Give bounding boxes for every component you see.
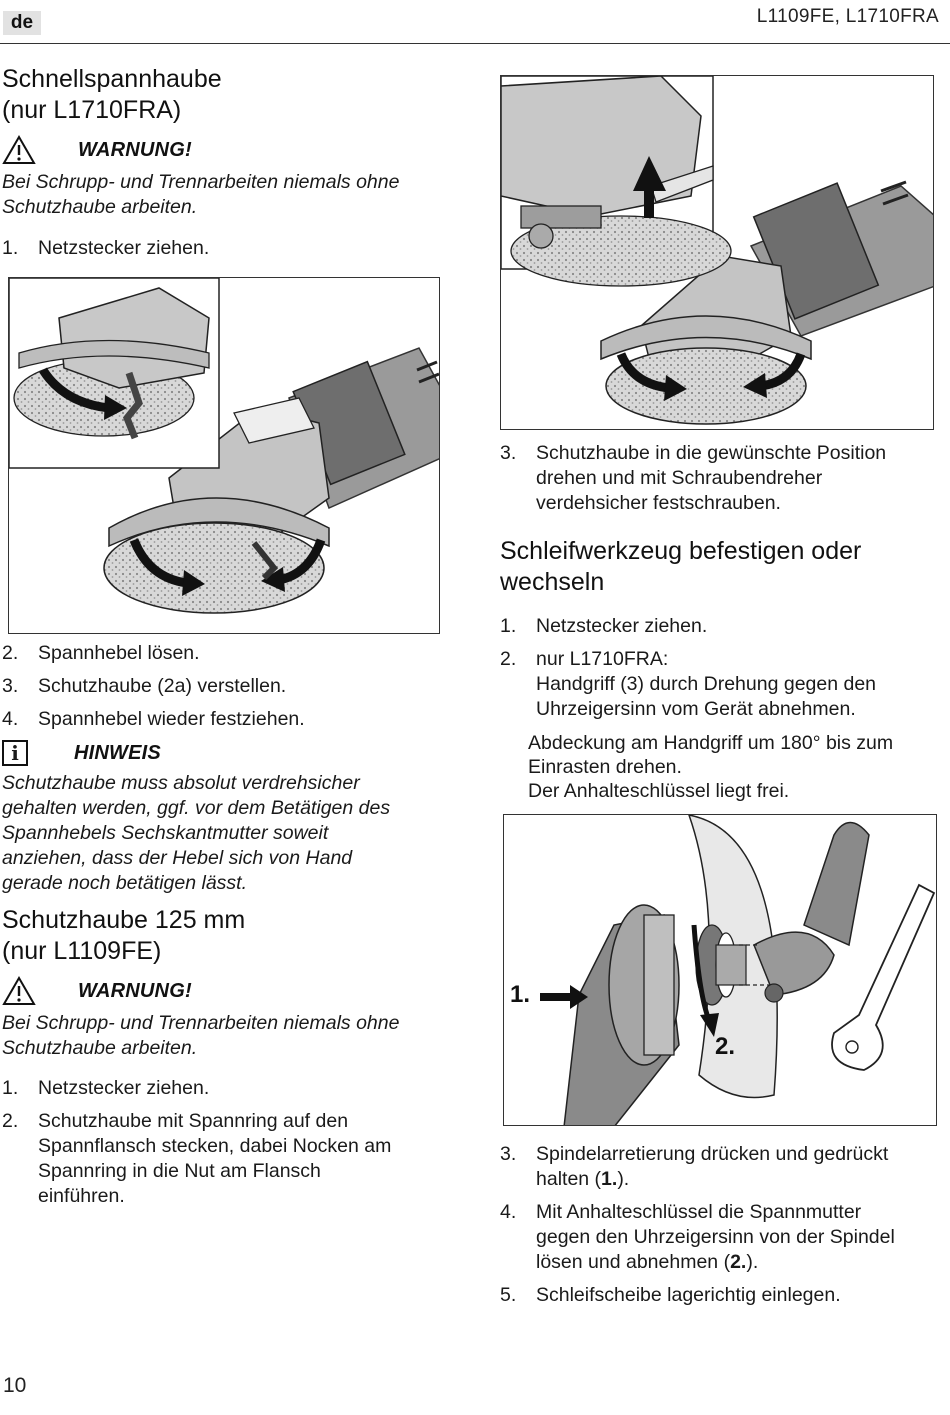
warning-triangle-icon [2,135,36,165]
grinder-illustration [9,278,440,634]
note-label: HINWEIS [74,741,161,764]
note-text: Schutzhaube muss absolut verdrehsicher gehalten werden, ggf. vor dem Betätigen des Spannhebels Sechskantmutter soweit anziehen, dass der Hebel sich von Hand gerade noch betätigen lässt. [2,772,391,894]
list-item: 1. Netzstecker ziehen. [500,615,708,637]
figure-label-2: 2. [715,1033,736,1060]
list-item: 4. Mit Anhalteschlüssel die Spannmutter gegen den Uhrzeigersinn von der Spindel lösen und abnehmen (2.). [500,1201,895,1273]
warning-label: WARNUNG! [78,979,192,1002]
warning-label: WARNUNG! [78,138,192,161]
steps-list [2,236,442,261]
page-number: 10 [3,1374,27,1397]
figure-quick-clamp-guard [8,277,440,634]
list-item: 4. Spannhebel wieder festziehen. [2,708,305,730]
section-title-schnellspannhaube: Schnellspannhaube (nur L1710FRA) [2,65,222,124]
list-item: 3. Spindelarretierung drücken und gedrückt halten (1.). [500,1143,889,1190]
warning-heading [2,136,442,164]
figure-spindle-lock-wrench [503,814,937,1126]
handle-cover-text: Abdeckung am Handgriff um 180° bis zum Einrasten drehen. Der Anhalteschlüssel liegt frei. [528,732,894,802]
warning-text: Bei Schrupp- und Trennarbeiten niemals ohne Schutzhaube arbeiten. [2,171,400,218]
steps-list [500,441,945,516]
list-item: 2. Spannhebel lösen. [2,642,200,664]
spindle-wrench-illustration [504,815,937,1126]
steps-list [500,614,945,722]
list-item: 1. Netzstecker ziehen. [2,1077,210,1099]
steps-list [500,1142,945,1308]
steps-list [2,1076,442,1209]
info-icon: i [2,740,28,766]
list-item: 1. Netzstecker ziehen. [2,237,210,259]
list-item: 3. Schutzhaube in die gewünschte Position drehen und mit Schraubendreher verdehsicher festschrauben. [500,442,887,514]
list-item: 5. Schleifscheibe lagerichtig einlegen. [500,1284,841,1306]
list-item: 2. nur L1710FRA: Handgriff (3) durch Drehung gegen den Uhrzeigersinn vom Gerät abnehmen. [500,648,877,720]
header-divider [0,43,950,44]
warning-heading [2,977,442,1005]
section-title-schleifwerkzeug: Schleifwerkzeug befestigen oder wechseln [500,537,862,596]
steps-list [2,641,442,740]
section-title-schutzhaube-125: Schutzhaube 125 mm (nur L1109FE) [2,906,246,965]
figure-guard-adjust-screwdriver [500,75,934,430]
grinder-screwdriver-illustration [501,76,934,430]
list-item: 3. Schutzhaube (2a) verstellen. [2,675,287,697]
model-name: L1109FE, L1710FRA [756,6,939,27]
warning-triangle-icon [2,976,36,1006]
list-item: 2. Schutzhaube mit Spannring auf den Spannflansch stecken, dabei Nocken am Spannring in die Nut am Flansch einführen. [2,1110,392,1207]
note-heading [2,739,442,767]
language-badge: de [3,11,41,35]
warning-text: Bei Schrupp- und Trennarbeiten niemals ohne Schutzhaube arbeiten. [2,1012,400,1059]
figure-label-1: 1. [510,981,531,1008]
